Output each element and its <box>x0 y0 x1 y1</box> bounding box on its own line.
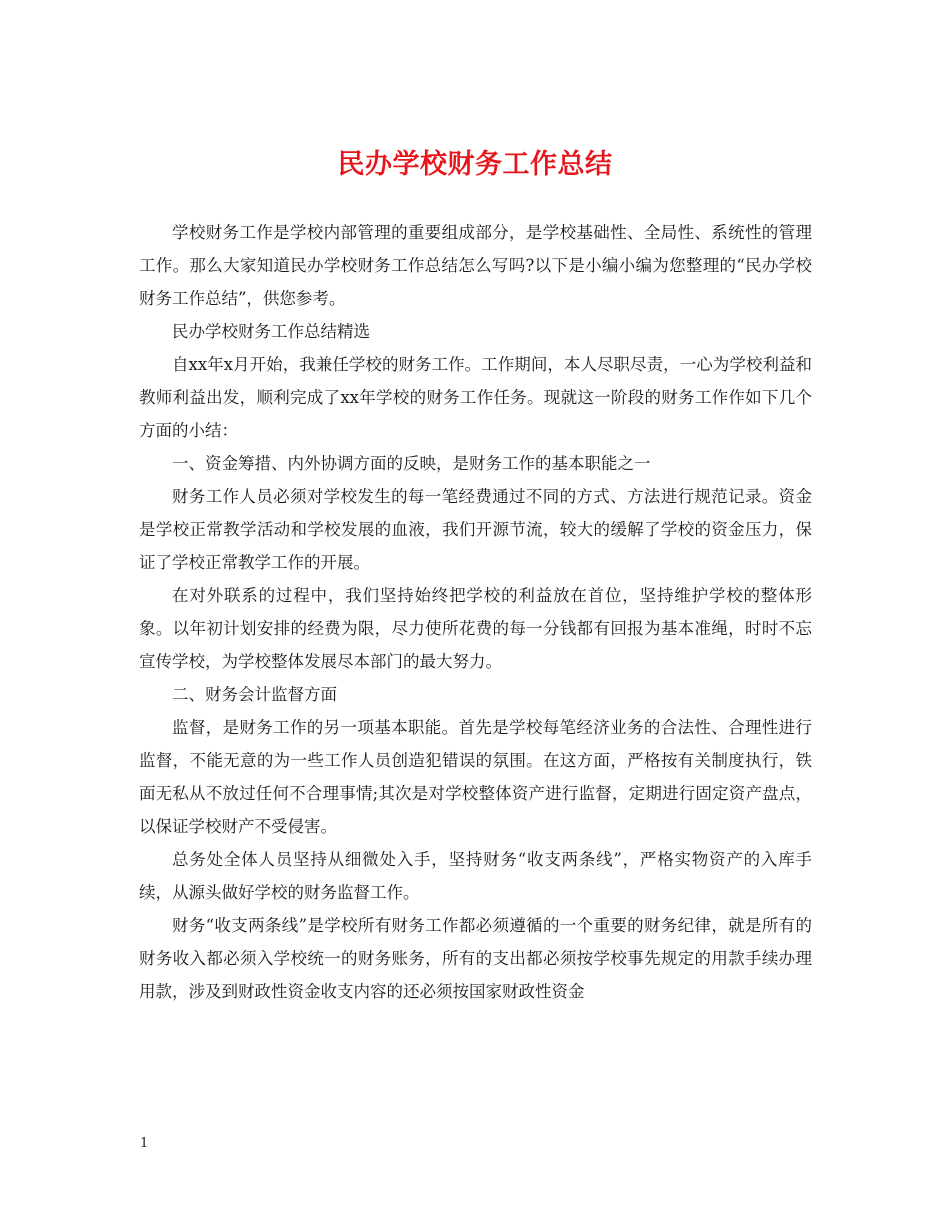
document-body <box>139 216 812 1008</box>
paragraph-opening: 自xx年x月开始，我兼任学校的财务工作。工作期间，本人尽职尽责，一心为学校利益和教师利益出发，顺利完成了xx年学校的财务工作任务。现就这一阶段的财务工作作如下几个方面的小结： <box>139 355 812 440</box>
page-number: 1 <box>140 1136 149 1151</box>
paragraph-intro: 学校财务工作是学校内部管理的重要组成部分，是学校基础性、全局性、系统性的管理工作。那么大家知道民办学校财务工作总结怎么写吗?以下是小编小编为您整理的“民办学校财务工作总结”，供您参考。 <box>139 223 812 308</box>
paragraph-subtitle: 民办学校财务工作总结精选 <box>172 322 370 341</box>
section-heading-one: 一、资金筹措、内外协调方面的反映，是财务工作的基本职能之一 <box>172 454 651 473</box>
paragraph-supervision: 监督，是财务工作的另一项基本职能。首先是学校每笔经济业务的合法性、合理性进行监督，不能无意的为一些工作人员创造犯错误的氛围。在这方面，严格按有关制度执行，铁面无私从不放过任何不合理事情;其次是对学校整体资产进行监督，定期进行固定资产盘点，以保证学校财产不受侵害。 <box>139 718 812 836</box>
document-title: 民办学校财务工作总结 <box>337 149 613 180</box>
paragraph-records: 财务工作人员必须对学校发生的每一笔经费通过不同的方式、方法进行规范记录。资金是学校正常教学活动和学校发展的血液，我们开源节流，较大的缓解了学校的资金压力，保证了学校正常教学工作的开展。 <box>139 487 812 572</box>
paragraph-general-affairs: 总务处全体人员坚持从细微处入手，坚持财务“收支两条线”，严格实物资产的入库手续，从源头做好学校的财务监督工作。 <box>139 850 812 902</box>
section-heading-two: 二、财务会计监督方面 <box>172 685 337 704</box>
paragraph-two-lines: 财务“收支两条线”是学校所有财务工作都必须遵循的一个重要的财务纪律，就是所有的财务收入都必须入学校统一的财务账务，所有的支出都必须按学校事先规定的用款手续办理用款，涉及到财政性资金收支内容的还必须按国家财政性资金 <box>139 916 812 1001</box>
paragraph-external: 在对外联系的过程中，我们坚持始终把学校的利益放在首位，坚持维护学校的整体形象。以年初计划安排的经费为限，尽力使所花费的每一分钱都有回报为基本准绳，时时不忘宣传学校，为学校整体发展尽本部门的最大努力。 <box>139 586 812 671</box>
